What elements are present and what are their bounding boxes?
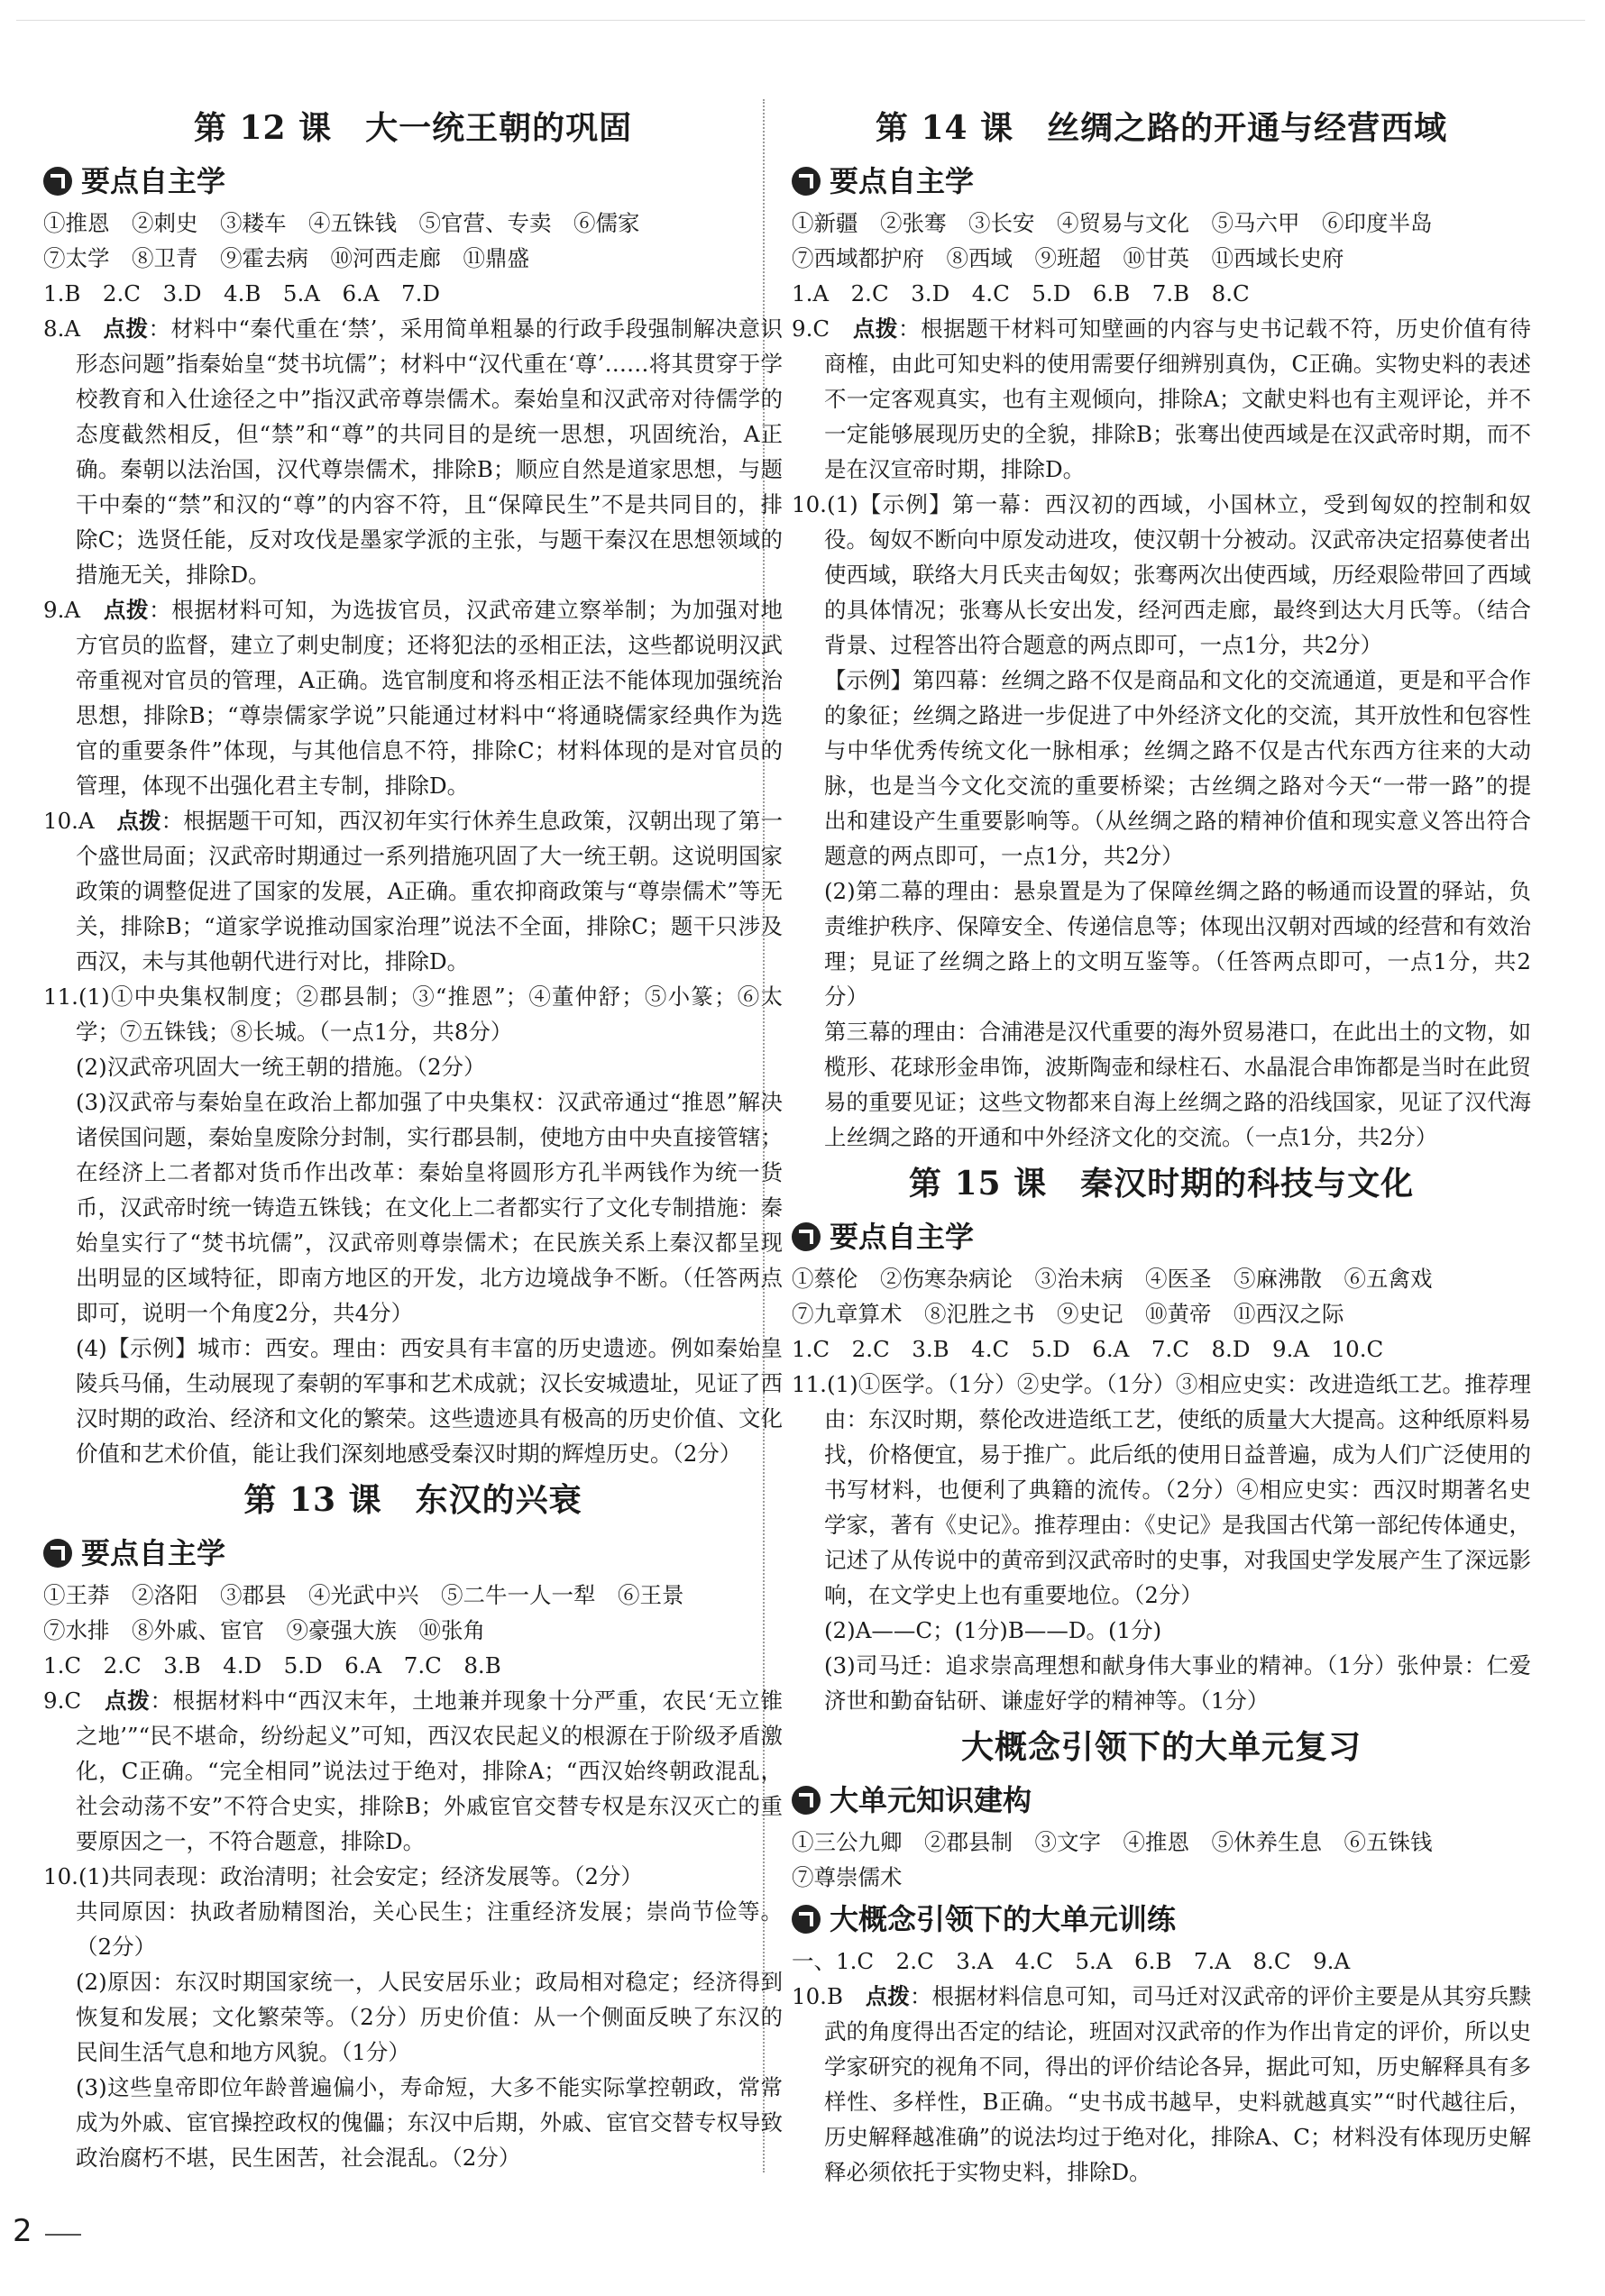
answer-q10-2: 【示例】第四幕：丝绸之路不仅是商品和文化的交流通道，更是和平合作的象征；丝绸之路进一步促进了中外经济文化的交流，其开放性和包容性与中华优秀传统文化一脉相承；丝绸之路不仅是古代东西方往来的大动脉，也是当今文化交流的重要桥梁；古丝绸之路对今天“一带一路”的提出和建设产生重要影响等。（从丝绸之路的精神价值和现实意义答出符合题意的两点即可，一点1分，共2分） [824, 667, 1531, 869]
answer-q10-3: (2)第二幕的理由：悬泉置是为了保障丝绸之路的畅通而设置的驿站，负责维护秩序、保障安全、传递信息等；体现出汉朝对西域的经营和有效治理；見证了丝绸之路上的文明互鉴等。（任答两点即可，一点1分，共2分） [824, 878, 1531, 1010]
key-points-line: ①王莽 ②洛阳 ③郡县 ④光武中兴 ⑤二牛一人一犁 ⑥王景 [43, 1582, 684, 1608]
key-points-line: ⑦水排 ⑧外戚、宦官 ⑨豪强大族 ⑩张角 [43, 1617, 485, 1643]
answer-q9: 9.C 点拨：根据题干材料可知壁画的内容与史书记载不符，历史价值有待商榷，由此可知史料的使用需要仔细辨别真伪，C正确。实物史料的表述不一定客观真实，也有主观倾向，排除A；文献史料也有主观评论，并不一定能够展现历史的全貌，排除B；张骞出使西域是在汉武帝时期，而不是在汉宣帝时期，排除D。 [792, 316, 1532, 482]
answer-q10-1: 10.(1)共同表现：政治清明；社会安定；经济发展等。（2分） [43, 1863, 644, 1889]
answer-q10-4: (3)这些皇帝即位年龄普遍偏小，寿命短，大多不能实际掌控朝政，常常成为外戚、宦官操控政权的傀儡；东汉中后期，外戚、宦官交替专权导致政治腐朽不堪，民生困苦，社会混乱。（2分） [76, 2074, 783, 2171]
section-label: 大单元知识建构 [830, 1783, 1032, 1817]
arrow-circle-icon [43, 167, 72, 196]
mc-answers: 1.C 2.C 3.B 4.C 5.D 6.A 7.C 8.D 9.A 10.C [792, 1336, 1384, 1362]
section-heading [43, 159, 783, 204]
key-points-line: ⑦九章算术 ⑧氾胜之书 ⑨史记 ⑩黄帝 ⑪西汉之际 [792, 1301, 1344, 1327]
key-points-line: ①推恩 ②刺史 ③耧车 ④五铢钱 ⑤官营、专卖 ⑥儒家 [43, 210, 640, 236]
section-heading [792, 1778, 1531, 1823]
mc-answers: 1.A 2.C 3.D 4.C 5.D 6.B 7.B 8.C [792, 280, 1250, 306]
answer-q11-3: (3)司马迁：追求崇高理想和献身伟大事业的精神。（1分）张仲景：仁爱济世和勤奋钻研、谦虚好学的精神等。（1分） [824, 1652, 1531, 1714]
answer-q11-2: (2)汉武帝巩固大一统王朝的措施。（2分） [76, 1054, 486, 1080]
answer-q11-4: (4)【示例】城市：西安。理由：西安具有丰富的历史遗迹。例如秦始皇陵兵马俑，生动展现了秦朝的军事和艺术成就；汉长安城遗址，见证了西汉时期的政治、经济和文化的繁荣。这些遗迹具有极高的历史价值、文化价值和艺术价值，能让我们深刻地感受秦汉时期的辉煌历史。（2分） [76, 1335, 783, 1467]
answer-q10-4: 第三幕的理由：合浦港是汉代重要的海外贸易港口，在此出土的文物，如榄形、花球形金串饰，波斯陶壶和绿柱石、水晶混合串饰都是当时在此贸易的重要见证；这些文物都来自海上丝绸之路的沿线国家，见证了汉代海上丝绸之路的开通和中外经济文化的交流。（一点1分，共2分） [824, 1019, 1531, 1150]
key-points-line: ①新疆 ②张骞 ③长安 ④贸易与文化 ⑤马六甲 ⑥印度半岛 [792, 210, 1433, 236]
section-label: 要点自主学 [81, 1536, 226, 1570]
arrow-circle-icon [792, 1222, 821, 1251]
section-heading [792, 159, 1531, 204]
answer-q10-2: 共同原因：执政者励精图治，关心民生；注重经济发展；崇尚节俭等。（2分） [76, 1898, 783, 1960]
key-points-line: ①蔡伦 ②伤寒杂病论 ③治未病 ④医圣 ⑤麻沸散 ⑥五禽戏 [792, 1266, 1433, 1292]
answer-q11-1: 11.(1)①医学。（1分）②史学。（1分）③相应史实：改进造纸工艺。推荐理由：东汉时期，蔡伦改进造纸工艺，使纸的质量大大提高。这种纸原料易找，价格便宜，易于推广。此后纸的使用日益普遍，成为人们广泛使用的书写材料，也便利了典籍的流传。（2分）④相应史实：西汉时期著名史学家，著有《史记》。推荐理由：《史记》是我国古代第一部纪传体通史，记述了从传说中的黄帝到汉武帝时的史事，对我国史学发展产生了深远影响，在文学史上也有重要地位。（2分） [792, 1371, 1531, 1608]
page-number-rule [45, 2234, 81, 2236]
arrow-circle-icon [792, 167, 821, 196]
answer-q10: 10.B 点拨：根据材料信息可知，司马迁对汉武帝的评价主要是从其穷兵黩武的角度得出否定的结论，班固对汉武帝的作为作出肯定的评价，所以史学家研究的视角不同，得出的评价结论各异，据此可知，历史解释具有多样性、多样性，B正确。“史书成书越早，史料就越真实”“时代越往后，历史解释越准确”的说法均过于绝对化，排除A、C；材料没有体现历史解释必须依托于实物史料，排除D。 [792, 1983, 1532, 2185]
arrow-circle-icon [792, 1786, 821, 1815]
right-column [792, 99, 1531, 2190]
arrow-circle-icon [792, 1905, 821, 1934]
section-label: 大概念引领下的大单元训练 [830, 1902, 1177, 1936]
unit-review-title: 大概念引领下的大单元复习 [960, 1728, 1362, 1766]
section-heading [792, 1214, 1531, 1259]
key-points-line: ⑦西域都护府 ⑧西域 ⑨班超 ⑩甘英 ⑪西域长史府 [792, 245, 1344, 271]
left-column [43, 99, 783, 2175]
lesson-13-title: 第 13 课 东汉的兴衰 [243, 1481, 582, 1519]
mc-answers: 1.C 2.C 3.B 4.D 5.D 6.A 7.C 8.B [43, 1652, 501, 1679]
lesson-14-title: 第 14 课 丝绸之路的开通与经营西域 [875, 109, 1448, 147]
section-heading [792, 1897, 1531, 1942]
answer-q11-2: (2)A——C；(1分)B——D。(1分) [824, 1617, 1162, 1643]
page-number: 2 [13, 2213, 32, 2249]
section-label: 要点自主学 [81, 164, 226, 198]
section-heading [43, 1531, 783, 1576]
answer-q10-3: (2)原因：东汉时期国家统一，人民安居乐业；政局相对稳定；经济得到恢复和发展；文化繁荣等。（2分）历史价值：从一个侧面反映了东汉的民间生活气息和地方风貌。（1分） [76, 1969, 783, 2065]
answer-q9: 9.A 点拨：根据材料可知，为选拔官员，汉武帝建立察举制；为加强对地方官员的监督，建立了刺史制度；还将犯法的丞相正法，这些都说明汉武帝重视对官员的管理，A正确。选官制度和将丞相正法不能体现加强统治思想，排除B；“尊崇儒家学说”只能通过材料中“将通晓儒家经典作为选官的重要条件”体现，与其他信息不符，排除C；材料体现的是对官员的管理，体现不出强化君主专制，排除D。 [43, 597, 784, 799]
section-label: 要点自主学 [830, 164, 975, 198]
key-points-line: ⑦太学 ⑧卫青 ⑨霍去病 ⑩河西走廊 ⑪鼎盛 [43, 245, 529, 271]
lesson-12-title: 第 12 课 大一统王朝的巩固 [193, 109, 633, 147]
mc-answers: 一、1.C 2.C 3.A 4.C 5.A 6.B 7.A 8.C 9.A [792, 1948, 1351, 1974]
lesson-15-title: 第 15 课 秦汉时期的科技与文化 [908, 1165, 1415, 1203]
answer-q11-1: 11.(1)①中央集权制度；②郡县制；③“推恩”；④董仲舒；⑤小篆；⑥太学；⑦五铢钱；⑧长城。（一点1分，共8分） [43, 983, 783, 1045]
answer-q9: 9.C 点拨：根据材料中“西汉末年，土地兼并现象十分严重，农民‘无立锥之地’”“民不堪命，纷纷起义”可知，西汉农民起义的根源在于阶级矛盾激化，C正确。“完全相同”说法过于绝对，排除A；“西汉始终朝政混乱，社会动荡不安”不符合史实，排除B；外戚宦官交替专权是东汉灭亡的重要原因之一，不符合题意，排除D。 [43, 1688, 784, 1854]
answer-q10: 10.A 点拨：根据题干可知，西汉初年实行休养生息政策，汉朝出现了第一个盛世局面；汉武帝时期通过一系列措施巩固了大一统王朝。这说明国家政策的调整促进了国家的发展，A正确。重农抑商政策与“尊崇儒术”等无关，排除B；“道家学说推动国家治理”说法不全面，排除C；题干只涉及西汉，未与其他朝代进行对比，排除D。 [43, 808, 784, 974]
arrow-circle-icon [43, 1539, 72, 1568]
mc-answers: 1.B 2.C 3.D 4.B 5.A 6.A 7.D [43, 280, 441, 306]
answer-q11-3: (3)汉武帝与秦始皇在政治上都加强了中央集权：汉武帝通过“推恩”解决诸侯国问题，秦始皇废除分封制，实行郡县制，使地方由中央直接管辖；在经济上二者都对货币作出改革：秦始皇将圆形方孔半两钱作为统一货币，汉武帝时统一铸造五铢钱；在文化上二者都实行了文化专制措施：秦始皇实行了“焚书坑儒”，汉武帝则尊崇儒术；在民族关系上秦汉都呈现出明显的区域特征，即南方地区的开发，北方边境战争不断。（任答两点即可，说明一个角度2分，共4分） [76, 1089, 783, 1326]
answer-q8: 8.A 点拨：材料中“秦代重在‘禁’，采用简单粗暴的行政手段强制解决意识形态问题”指秦始皇“焚书坑儒”；材料中“汉代重在‘尊’……将其贯穿于学校教育和入仕途径之中”指汉武帝尊崇儒术。秦始皇和汉武帝对待儒学的态度截然相反，但“禁”和“尊”的共同目的是统一思想，巩固统治，A正确。秦朝以法治国，汉代尊崇儒术，排除B；顺应自然是道家思想，与题干中秦的“禁”和汉的“尊”的内容不符，且“保障民生”不是共同目的，排除C；选贤任能，反对攻伐是墨家学派的主张，与题干秦汉在思想领域的措施无关，排除D。 [43, 316, 784, 588]
answer-q10-1: 10.(1)【示例】第一幕：西汉初的西域，小国林立，受到匈奴的控制和奴役。匈奴不断向中原发动进攻，使汉朝十分被动。汉武帝决定招募使者出使西域，联络大月氏夹击匈奴；张骞两次出使西域，历经艰险带回了西域的具体情况；张骞从长安出发，经河西走廊，最终到达大月氏等。（结合背景、过程答出符合题意的两点即可，一点1分，共2分） [792, 491, 1531, 658]
key-points-line: ①三公九卿 ②郡县制 ③文字 ④推恩 ⑤休养生息 ⑥五铢钱 [792, 1829, 1433, 1855]
section-label: 要点自主学 [830, 1220, 975, 1254]
key-points-line: ⑦尊崇儒术 [792, 1864, 903, 1890]
